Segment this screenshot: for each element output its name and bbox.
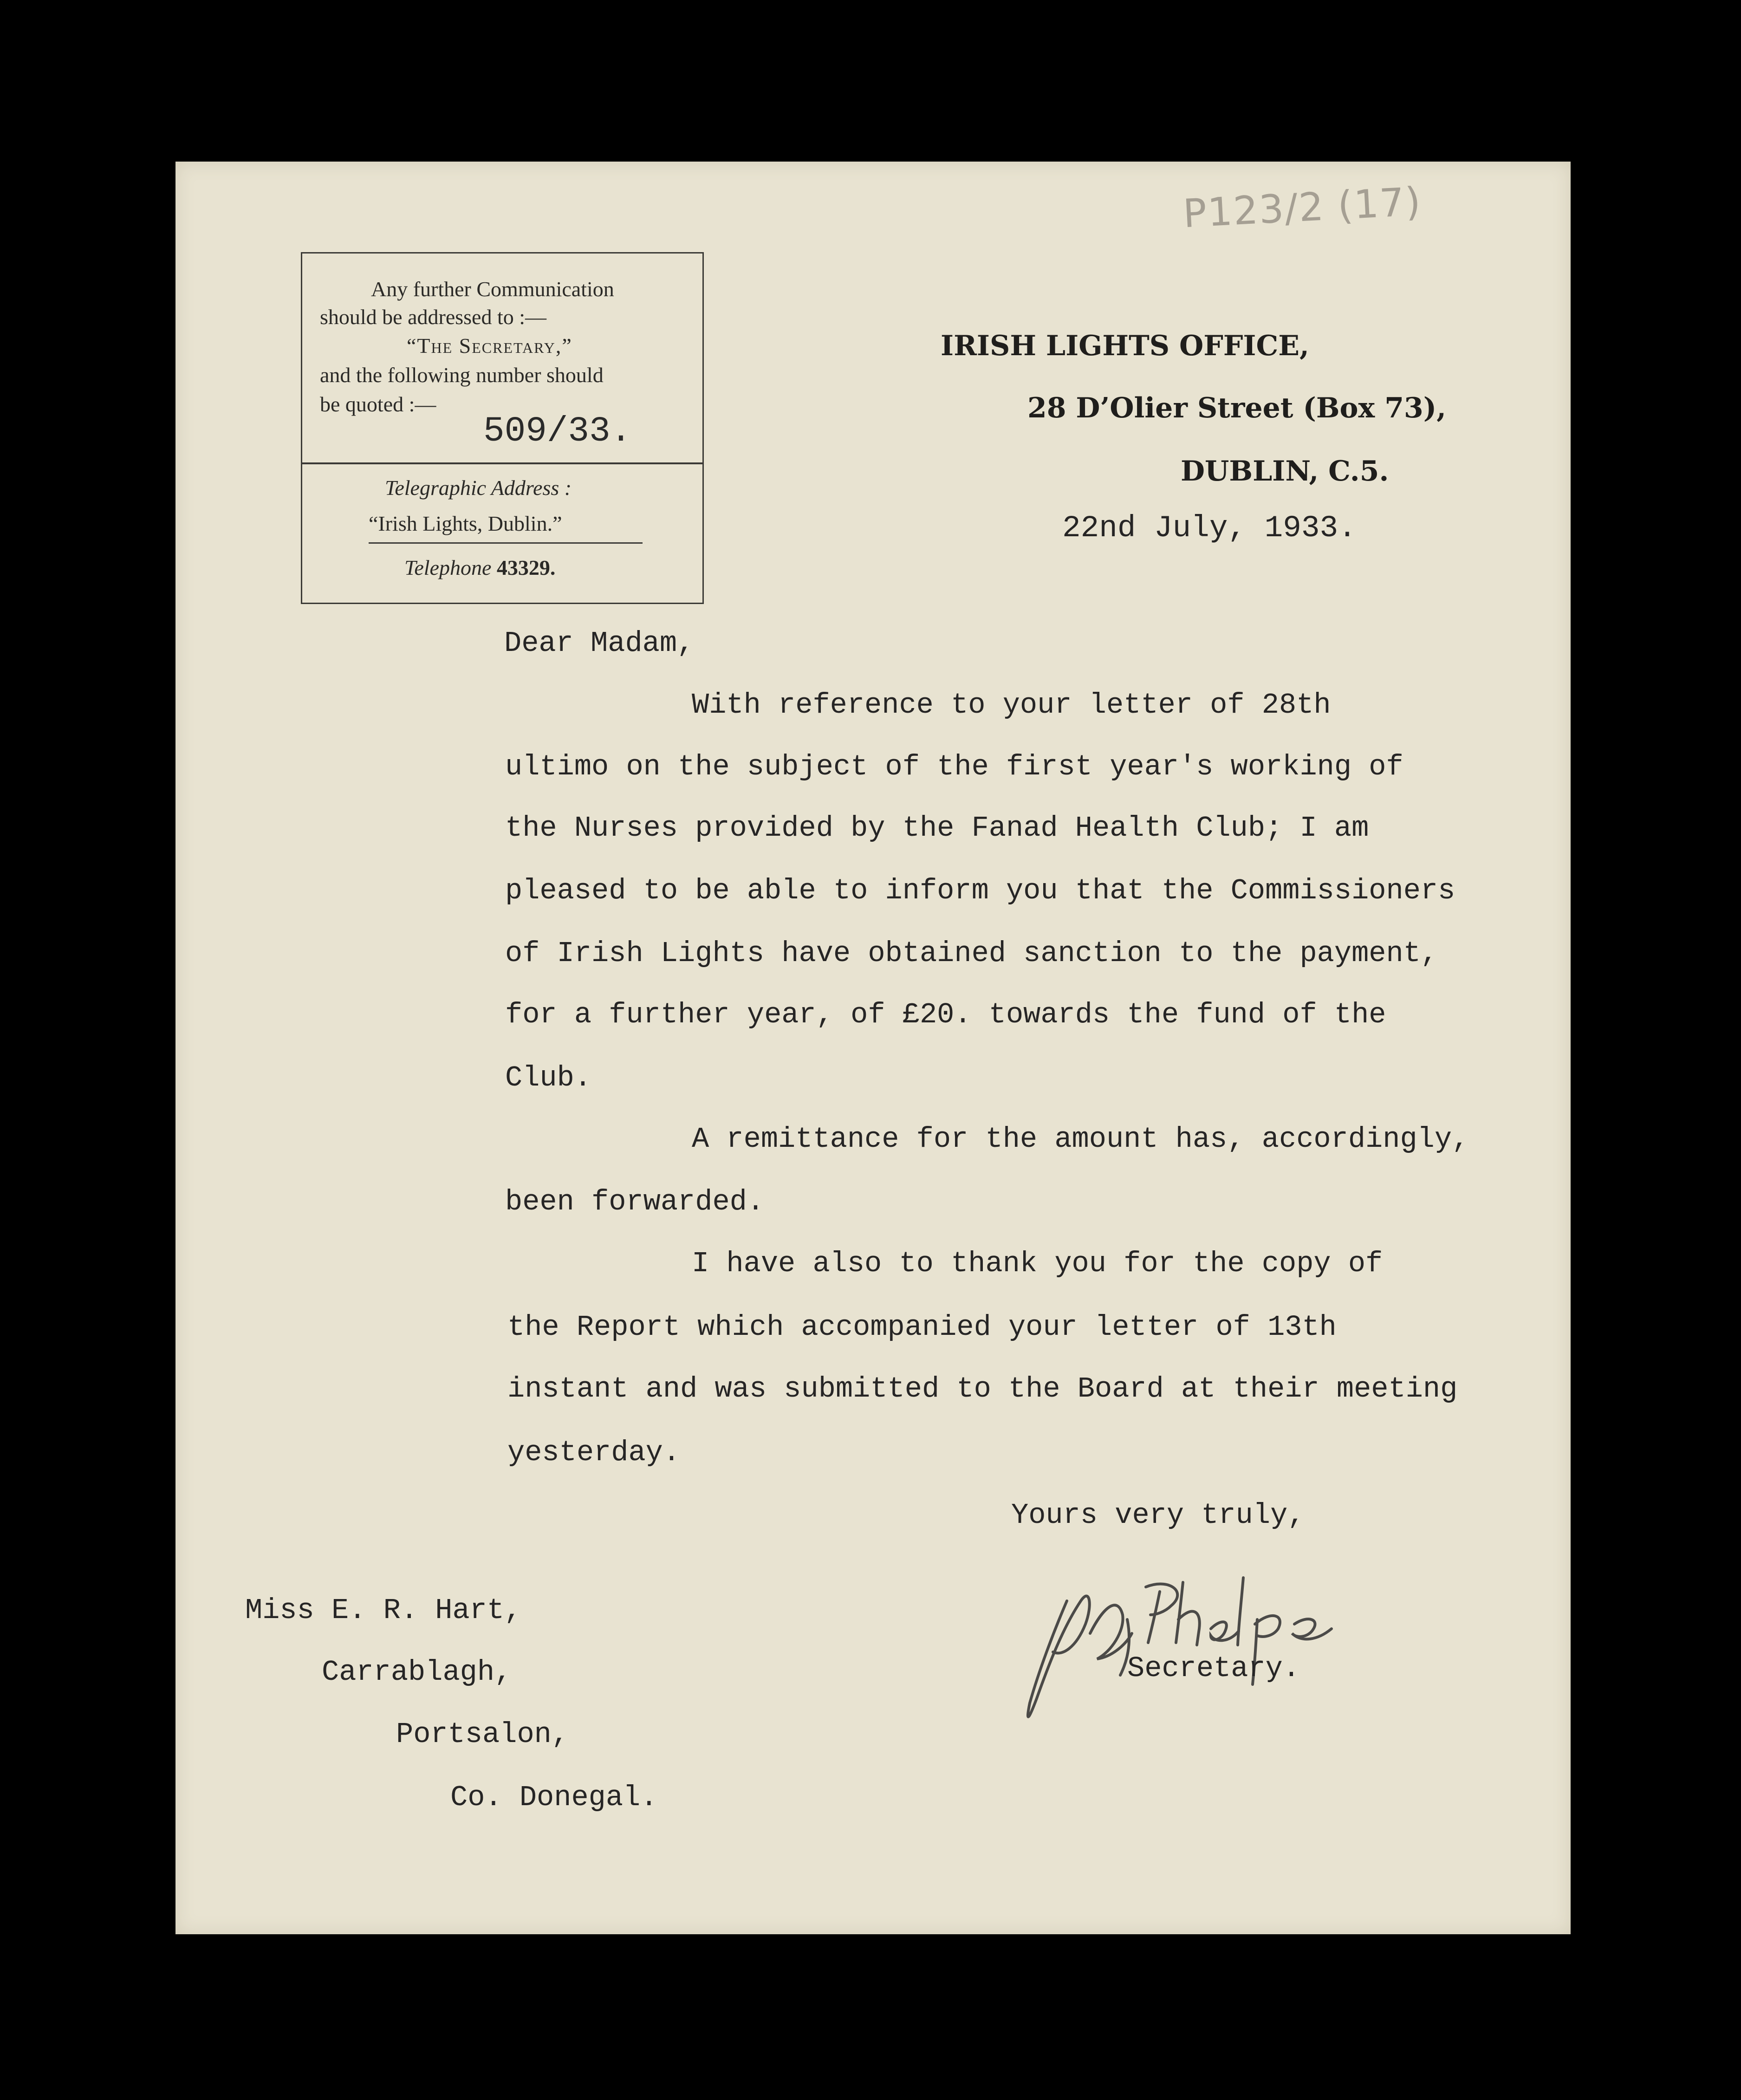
- telegraphic-underline: [369, 542, 643, 544]
- recipient-line-2: Portsalon,: [396, 1718, 569, 1751]
- telephone-line: [404, 555, 555, 580]
- archive-reference: P123/2 (17): [1182, 178, 1423, 237]
- body-line: yesterday.: [507, 1436, 681, 1469]
- ref-box-line-3: “The Secretary,”: [407, 334, 572, 358]
- telephone-label: Telephone: [404, 556, 492, 579]
- telegraphic-address: “Irish Lights, Dublin.”: [369, 512, 562, 535]
- letter-date: 22nd July, 1933.: [1062, 511, 1357, 546]
- body-line: A remittance for the amount has, accordingly,: [692, 1123, 1469, 1156]
- body-line: I have also to thank you for the copy of: [692, 1247, 1383, 1280]
- office-name: IRISH LIGHTS OFFICE,: [941, 330, 1309, 362]
- office-street: 28 D’Olier Street (Box 73),: [1027, 392, 1446, 424]
- reference-box: [301, 252, 704, 604]
- ref-box-line-5: be quoted :—: [320, 392, 436, 416]
- body-line: for a further year, of £20. towards the fund of the: [505, 998, 1386, 1031]
- recipient-line-3: Co. Donegal.: [450, 1781, 658, 1814]
- ref-box-divider: [302, 462, 702, 464]
- body-line: Club.: [505, 1061, 592, 1094]
- letter-sheet: [175, 162, 1571, 1934]
- office-city: DUBLIN, C.5.: [1181, 455, 1389, 488]
- body-line: been forwarded.: [505, 1185, 765, 1218]
- body-line: pleased to be able to inform you that the Commissioners: [505, 874, 1455, 907]
- body-line: of Irish Lights have obtained sanction to the payment,: [505, 937, 1438, 970]
- recipient-name: Miss E. R. Hart,: [245, 1594, 522, 1627]
- body-line: ultimo on the subject of the first year's working of: [505, 750, 1403, 783]
- body-line: the Nurses provided by the Fanad Health Club; I am: [505, 812, 1369, 845]
- body-line: the Report which accompanied your letter of 13th: [507, 1311, 1337, 1344]
- recipient-line-1: Carrablagh,: [322, 1656, 512, 1689]
- body-line: With reference to your letter of 28th: [692, 689, 1331, 722]
- reference-number: 509/33.: [483, 411, 632, 451]
- ref-box-line-2: should be addressed to :—: [320, 305, 547, 329]
- ref-box-line-1: Any further Communication: [371, 277, 614, 301]
- telephone-number: 43329.: [496, 556, 556, 579]
- telegraphic-label: Telegraphic Address :: [385, 476, 572, 500]
- signatory-title: Secretary.: [1127, 1652, 1300, 1685]
- salutation: Dear Madam,: [504, 627, 695, 660]
- ref-box-line-4: and the following number should: [320, 363, 604, 387]
- body-line: instant and was submitted to the Board at their meeting: [507, 1372, 1458, 1405]
- closing: Yours very truly,: [1011, 1499, 1305, 1532]
